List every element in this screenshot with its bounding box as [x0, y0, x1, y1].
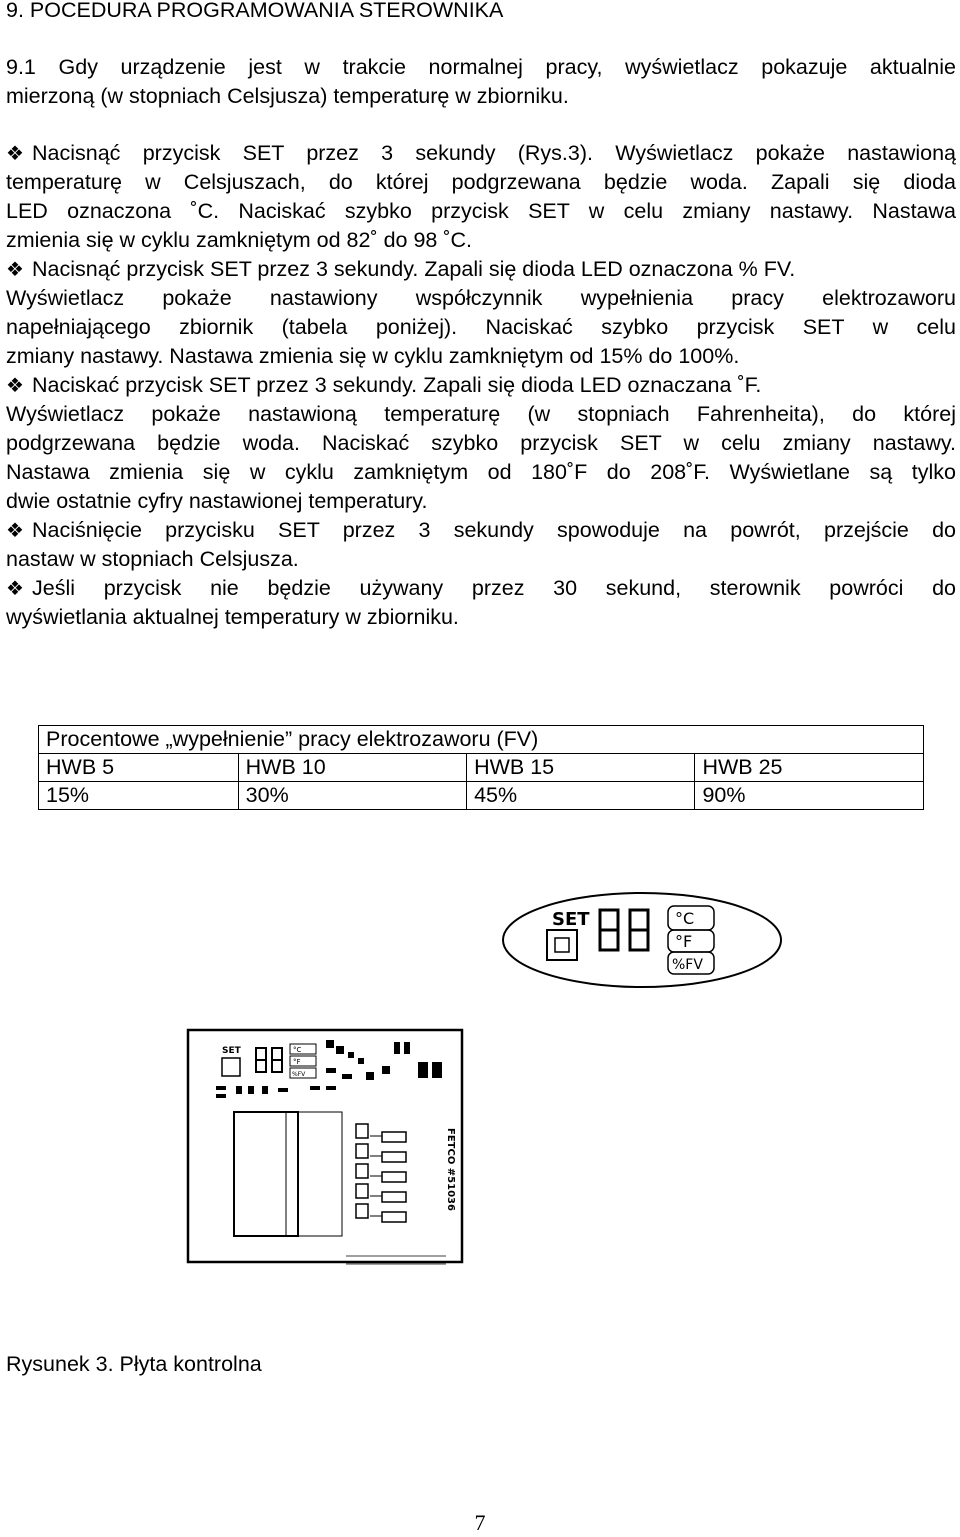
led-celsius-label: °C	[675, 909, 695, 928]
step-1-line-2: temperaturę w Celsjuszach, do której podgrzewana będzie woda. Zapali się dioda	[6, 170, 956, 194]
display-panel-drawing	[500, 890, 785, 990]
step-1-line-1: ❖ Nacisnąć przycisk SET przez 3 sekundy (Rys.3). Wyświetlacz pokaże nastawioną	[6, 139, 956, 169]
step-2-line-1: ❖ Nacisnąć przycisk SET przez 3 sekundy. Zapali się dioda LED oznaczona % FV.	[6, 255, 956, 285]
seven-segment-display	[600, 910, 648, 950]
fv-table	[38, 725, 924, 810]
bullet-icon: ❖	[6, 259, 24, 281]
page-number: 7	[474, 1510, 486, 1535]
bullet-icon: ❖	[6, 578, 24, 600]
section-heading: 9. POCEDURA PROGRAMOWANIA STEROWNIKA	[6, 0, 504, 22]
step-2-line-4: zmiany nastawy. Nastawa zmienia się w cyklu zamkniętym od 15% do 100%.	[6, 344, 740, 368]
step-5-line-2: wyświetlania aktualnej temperatury w zbiorniku.	[6, 605, 459, 629]
step-3-line-2: Wyświetlacz pokaże nastawioną temperaturę (w stopniach Fahrenheita), do której	[6, 402, 956, 426]
step-2-line-3: napełniającego zbiornik (tabela poniżej). Naciskać szybko przycisk SET w celu	[6, 315, 956, 339]
table-cell: HWB 10	[238, 754, 466, 782]
table-row	[39, 782, 924, 810]
bullet-icon: ❖	[6, 520, 24, 542]
bullet-icon: ❖	[6, 143, 24, 165]
step-4-line-2: nastaw w stopniach Celsjusza.	[6, 547, 299, 571]
svg-text:%FV: %FV	[292, 1071, 306, 1078]
table-cell: HWB 15	[467, 754, 695, 782]
board-marking: FETCO #51036	[445, 1128, 456, 1211]
svg-text:°F: °F	[293, 1058, 301, 1066]
step-1-line-3: LED oznaczona ˚C. Naciskać szybko przycisk SET w celu zmiany nastawy. Nastawa	[6, 199, 956, 223]
step-2-line-2: Wyświetlacz pokaże nastawiony współczynnik wypełnienia pracy elektrozaworu	[6, 286, 956, 310]
bullet-icon: ❖	[6, 375, 24, 397]
table-title-row	[39, 726, 924, 754]
svg-text:°C: °C	[293, 1046, 302, 1054]
table-title: Procentowe „wypełnienie” pracy elektrozaworu (FV)	[39, 726, 924, 754]
intro-line-2: mierzoną (w stopniach Celsjusza) temperaturę w zbiorniku.	[6, 84, 569, 108]
set-button-drawing	[547, 930, 577, 960]
intro-line-1: 9.1 Gdy urządzenie jest w trakcie normalnej pracy, wyświetlacz pokazuje aktualnie	[6, 55, 956, 79]
figure-caption: Rysunek 3. Płyta kontrolna	[6, 1352, 262, 1376]
table-cell: 45%	[467, 782, 695, 810]
step-5-line-1: ❖ Jeśli przycisk nie będzie używany przez 30 sekund, sterownik powróci do	[6, 574, 956, 604]
led-fahrenheit-label: °F	[675, 932, 693, 951]
svg-text:SET: SET	[222, 1046, 241, 1056]
led-fv-label: %FV	[672, 957, 703, 973]
step-3-line-4: Nastawa zmienia się w cyklu zamkniętym od 180˚F do 208˚F. Wyświetlane są tylko	[6, 460, 956, 484]
step-4-line-1: ❖ Naciśnięcie przycisku SET przez 3 sekundy spowoduje na powrót, przejście do	[6, 516, 956, 546]
control-board-drawing	[186, 1028, 466, 1273]
table-cell: HWB 5	[39, 754, 239, 782]
table-cell: 30%	[238, 782, 466, 810]
table-cell: 90%	[695, 782, 924, 810]
set-label: SET	[552, 909, 590, 930]
step-3-line-3: podgrzewana będzie woda. Naciskać szybko przycisk SET w celu zmiany nastawy.	[6, 431, 956, 455]
table-cell: 15%	[39, 782, 239, 810]
table-cell: HWB 25	[695, 754, 924, 782]
step-3-line-5: dwie ostatnie cyfry nastawionej temperatury.	[6, 489, 428, 513]
step-1-line-4: zmienia się w cyklu zamkniętym od 82˚ do 98 ˚C.	[6, 228, 473, 252]
step-3-line-1: ❖ Naciskać przycisk SET przez 3 sekundy. Zapali się dioda LED oznaczana ˚F.	[6, 371, 956, 401]
table-row	[39, 754, 924, 782]
